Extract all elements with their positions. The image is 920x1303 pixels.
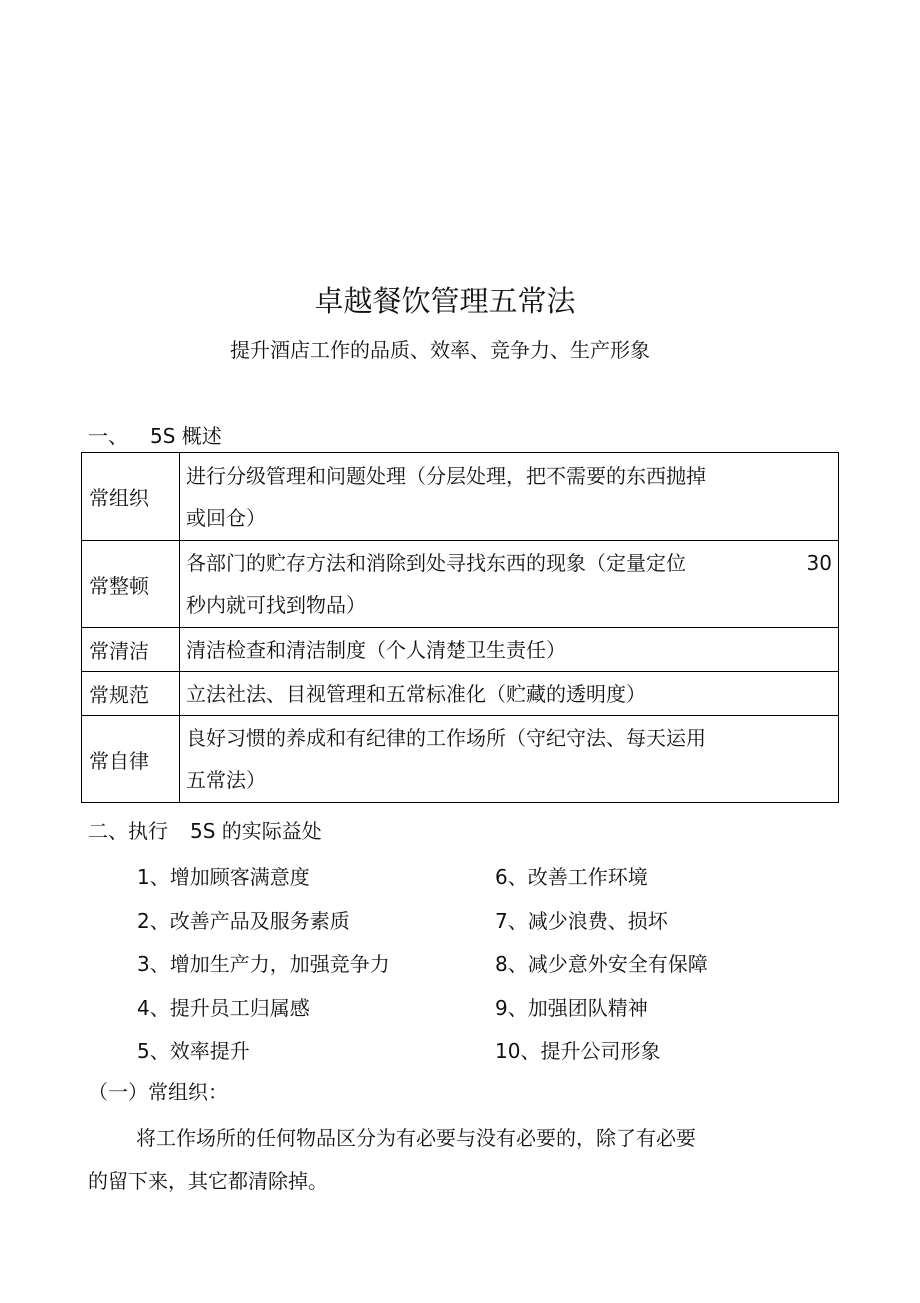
table-row [82,541,839,628]
table-row [82,716,839,803]
section-heading-benefits [88,817,322,845]
description-line: 清洁检查和清洁制度（个人清楚卫生责任） [186,637,566,662]
section-heading-text: 5S 概述 [150,424,222,448]
section-prefix: 二、执行 [88,819,168,843]
term-cell: 常组织 [82,453,180,541]
description-line: 或回仓） [186,505,266,530]
paragraph-line: 的留下来，其它都清除掉。 [88,1169,328,1193]
benefit-item: 6、改善工作环境 [495,865,648,889]
section-prefix: 一、 [88,424,128,448]
description-line: 良好习惯的养成和有纪律的工作场所（守纪守法、每天运用 [186,726,706,750]
benefit-row [137,989,737,1033]
term-cell: 常自律 [82,716,180,803]
document-subtitle: 提升酒店工作的品质、效率、竞争力、生产形象 [230,338,650,362]
section-heading-organize: （一）常组织： [88,1080,228,1104]
description-number: 30 [806,551,832,575]
description-text: 各部门的贮存方法和消除到处寻找东西的现象（定量定位 [186,551,686,575]
benefit-row [137,902,737,946]
benefit-item: 4、提升员工归属感 [137,995,310,1020]
description-line: 进行分级管理和问题处理（分层处理，把不需要的东西抛掉 [186,463,706,488]
benefit-item: 7、减少浪费、损坏 [495,908,668,933]
term-cell: 常清洁 [82,628,180,672]
benefit-item: 2、改善产品及服务素质 [137,908,350,933]
benefit-item: 8、减少意外安全有保障 [495,952,708,976]
section-heading-overview [88,422,222,450]
description-line [186,542,832,584]
description-line: 秒内就可找到物品） [186,593,366,617]
benefit-item: 10、提升公司形象 [495,1039,661,1063]
benefit-row [137,945,737,989]
document-title: 卓越餐饮管理五常法 [314,284,576,318]
description-cell [180,672,839,716]
benefit-row [137,858,737,902]
benefit-row [137,1032,737,1076]
paragraph-line: 将工作场所的任何物品区分为有必要与没有必要的，除了有必要 [136,1126,696,1150]
term-cell: 常规范 [82,672,180,716]
benefit-item: 5、效率提升 [137,1039,250,1063]
section-heading-text: 5S 的实际益处 [190,819,322,843]
description-line: 五常法） [186,768,266,792]
benefit-item: 1、增加顾客满意度 [137,865,310,889]
overview-table [81,452,839,803]
table-row [82,628,839,672]
description-line: 立法社法、目视管理和五常标准化（贮藏的透明度） [186,681,646,706]
body-paragraph [88,1117,768,1203]
benefit-item: 3、增加生产力，加强竞争力 [137,952,390,976]
description-cell [180,453,839,541]
table-row [82,672,839,716]
table-row [82,453,839,541]
description-cell [180,716,839,803]
benefit-item: 9、加强团队精神 [495,995,648,1020]
description-cell [180,628,839,672]
benefits-list [137,858,737,1076]
term-cell: 常整顿 [82,541,180,628]
description-cell [180,541,839,628]
